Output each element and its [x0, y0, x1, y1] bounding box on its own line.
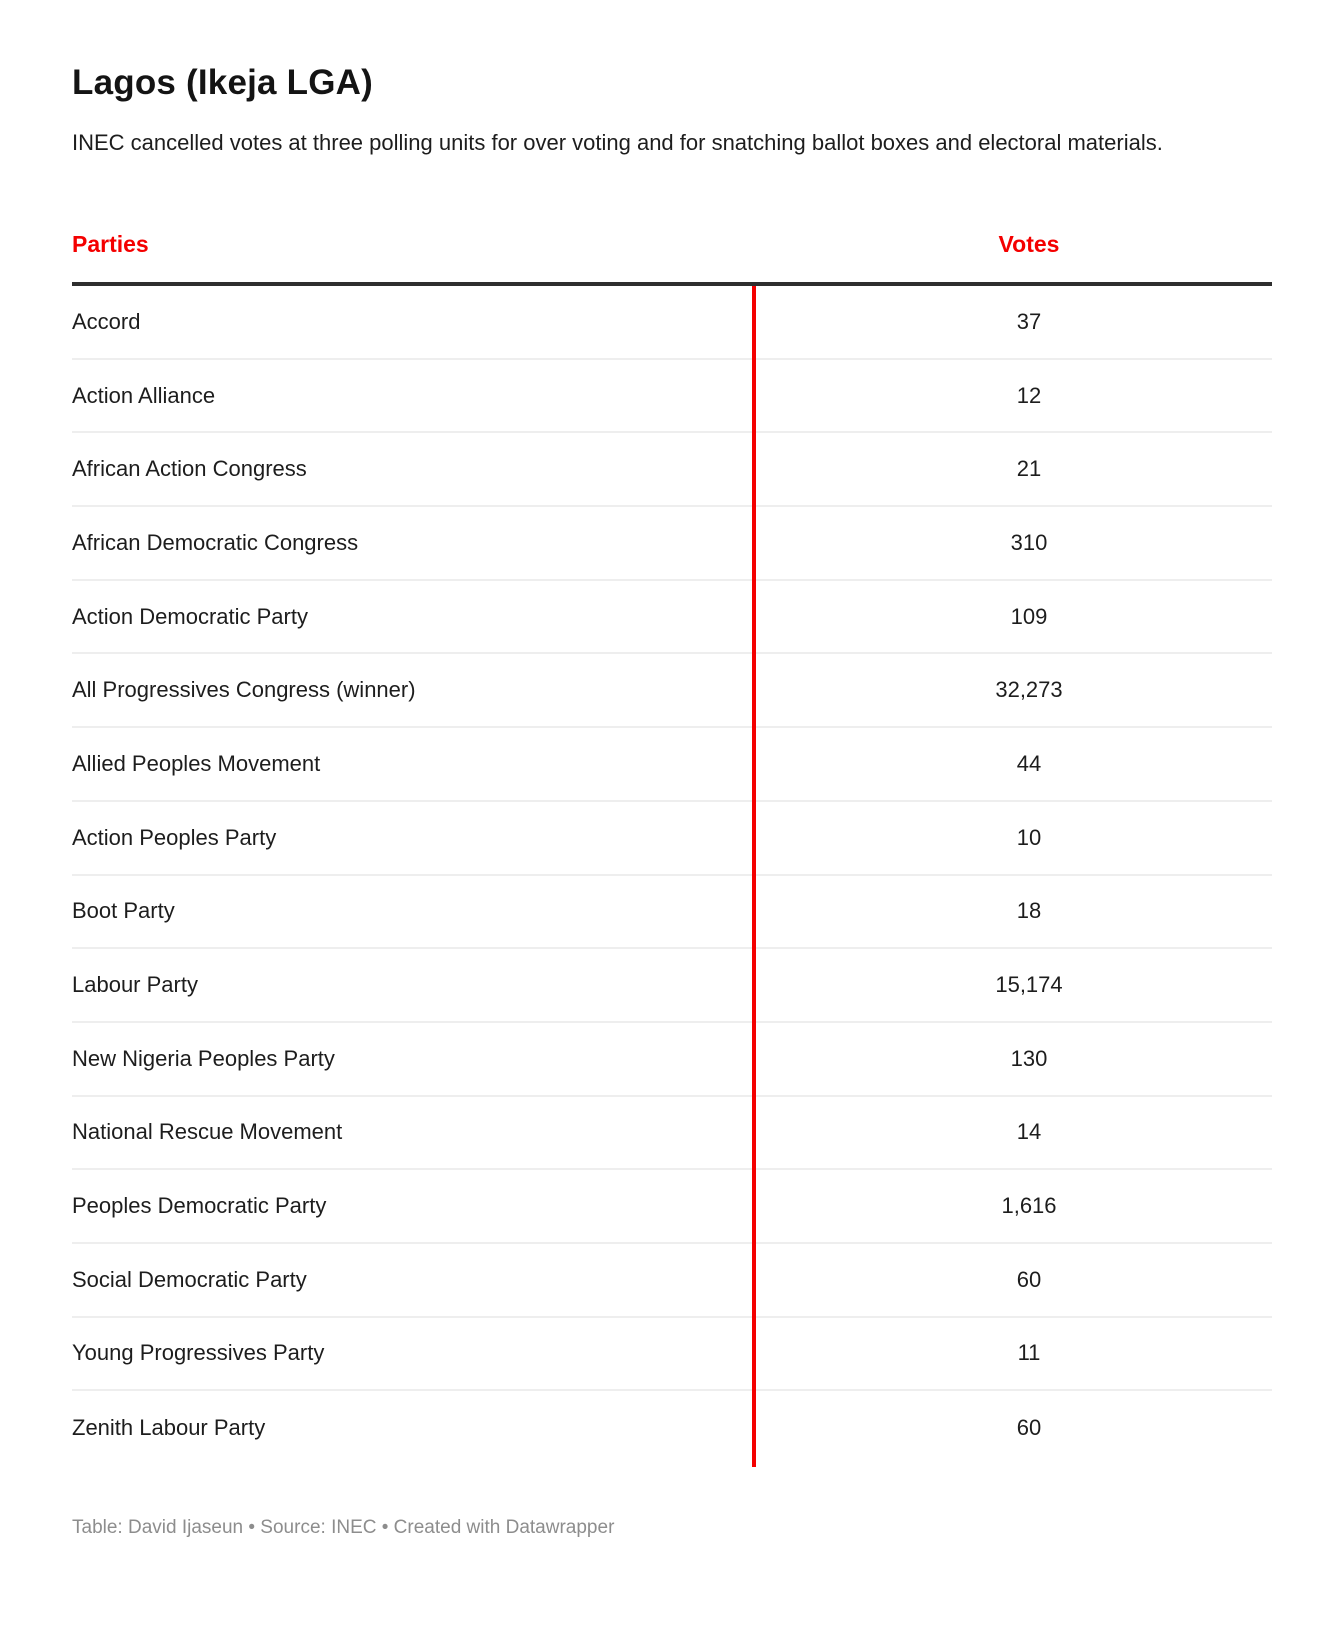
table-row	[72, 1318, 1272, 1392]
party-name-cell: African Action Congress	[72, 456, 307, 482]
party-name-cell: Boot Party	[72, 898, 175, 924]
party-name-cell: Action Democratic Party	[72, 603, 308, 629]
votes-value-cell: 60	[1016, 1266, 1042, 1292]
votes-value-cell: 60	[1016, 1415, 1042, 1441]
table-row	[72, 286, 1272, 360]
table-row	[72, 949, 1272, 1023]
party-name-cell: Action Peoples Party	[72, 824, 277, 850]
party-name-cell: All Progressives Congress (winner)	[72, 677, 416, 703]
page-subtitle: INEC cancelled votes at three polling units for over voting and for snatching ballot boxes and electoral materials.	[72, 130, 1163, 155]
votes-value-cell: 1,616	[1001, 1193, 1057, 1219]
table-row	[72, 728, 1272, 802]
table-row	[72, 1097, 1272, 1171]
votes-value-cell: 15,174	[995, 972, 1063, 998]
column-header-votes: Votes	[998, 231, 1060, 257]
party-name-cell: Allied Peoples Movement	[72, 750, 321, 776]
table-row	[72, 1391, 1272, 1465]
votes-value-cell: 21	[1016, 456, 1042, 482]
table-row	[72, 1170, 1272, 1244]
party-name-cell: Action Alliance	[72, 382, 216, 408]
party-name-cell: New Nigeria Peoples Party	[72, 1045, 335, 1071]
party-name-cell: Zenith Labour Party	[72, 1415, 266, 1441]
table-rows-container	[72, 286, 1272, 1465]
votes-value-cell: 14	[1016, 1119, 1042, 1145]
table-row	[72, 1244, 1272, 1318]
votes-value-cell: 109	[1010, 603, 1048, 629]
table-row	[72, 433, 1272, 507]
table-row	[72, 581, 1272, 655]
votes-value-cell: 44	[1016, 750, 1042, 776]
votes-value-cell: 37	[1016, 308, 1042, 334]
votes-value-cell: 11	[1017, 1340, 1041, 1366]
votes-value-cell: 310	[1010, 529, 1048, 555]
party-name-cell: National Rescue Movement	[72, 1119, 343, 1145]
party-name-cell: Accord	[72, 308, 141, 334]
table-header-row	[72, 231, 1272, 286]
votes-value-cell: 12	[1016, 382, 1042, 408]
party-name-cell: Social Democratic Party	[72, 1266, 307, 1292]
table-row	[72, 802, 1272, 876]
votes-value-cell: 32,273	[995, 677, 1063, 703]
votes-value-cell: 18	[1016, 898, 1042, 924]
party-name-cell: Labour Party	[72, 972, 198, 998]
table-body	[72, 286, 1272, 1465]
footer-credit: Table: David Ijaseun • Source: INEC • Created with Datawrapper	[72, 1517, 615, 1538]
column-header-parties: Parties	[72, 231, 149, 257]
page-title: Lagos (Ikeja LGA)	[72, 63, 373, 102]
results-table	[72, 231, 1272, 1465]
table-row	[72, 507, 1272, 581]
party-name-cell: Young Progressives Party	[72, 1340, 325, 1366]
column-separator-line	[752, 286, 756, 1467]
table-row	[72, 360, 1272, 434]
party-name-cell: African Democratic Congress	[72, 529, 359, 555]
votes-value-cell: 10	[1016, 824, 1042, 850]
table-row	[72, 654, 1272, 728]
table-row	[72, 1023, 1272, 1097]
votes-value-cell: 130	[1010, 1045, 1048, 1071]
party-name-cell: Peoples Democratic Party	[72, 1193, 327, 1219]
table-row	[72, 876, 1272, 950]
